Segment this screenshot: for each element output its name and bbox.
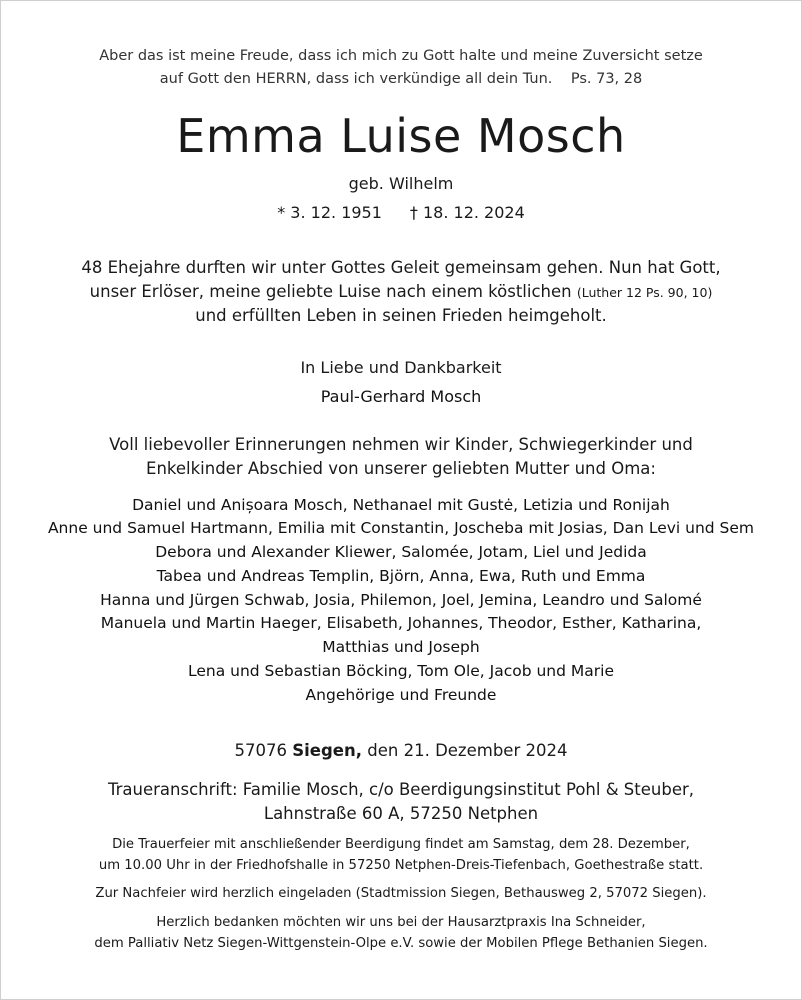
family-line: Tabea und Andreas Templin, Björn, Anna, Ewa, Ruth und Emma bbox=[156, 567, 646, 585]
city: Siegen, bbox=[292, 741, 363, 760]
message-line-2-text: unser Erlöser, meine geliebte Luise nach einem köstlichen bbox=[89, 282, 572, 301]
deceased-name: Emma Luise Mosch bbox=[176, 109, 626, 163]
funeral-notice-line-2: um 10.00 Uhr in der Friedhofshalle in 57250 Netphen-Dreis-Tiefenbach, Goethestraße statt. bbox=[98, 858, 704, 873]
bible-verse-reference: Ps. 73, 28 bbox=[570, 71, 643, 87]
thanks-line-1: Herzlich bedanken möchten wir uns bei der Hausarztpraxis Ina Schneider, bbox=[156, 915, 646, 930]
funeral-notice-line-1: Die Trauerfeier mit anschließender Beerdigung findet am Samstag, dem 28. Dezember, bbox=[112, 837, 690, 852]
address-line-1: Traueranschrift: Familie Mosch, c/o Beerdigungsinstitut Pohl & Steuber, bbox=[107, 780, 695, 799]
children-intro-line-1: Voll liebevoller Erinnerungen nehmen wir Kinder, Schwiegerkinder und bbox=[109, 435, 693, 454]
place-and-date bbox=[1, 741, 801, 760]
family-line: Lena und Sebastian Böcking, Tom Ole, Jacob und Marie bbox=[187, 662, 614, 680]
family-line: Angehörige und Freunde bbox=[305, 686, 497, 704]
family-line: Daniel und Anișoara Mosch, Nethanael mit Gustė, Letizia und Ronijah bbox=[132, 496, 670, 514]
bible-verse-line-2 bbox=[1, 71, 801, 87]
family-line: Manuela und Martin Haeger, Elisabeth, Johannes, Theodor, Esther, Katharina, bbox=[100, 614, 702, 632]
birth-date: * 3. 12. 1951 bbox=[277, 203, 382, 222]
spouse-name: Paul-Gerhard Mosch bbox=[320, 387, 482, 406]
thanks-line-2: dem Palliativ Netz Siegen-Wittgenstein-Olpe e.V. sowie der Mobilen Pflege Bethanien Siegen. bbox=[94, 936, 708, 951]
bible-verse-line-1: Aber das ist meine Freude, dass ich mich zu Gott halte und meine Zuversicht setze bbox=[99, 48, 703, 64]
death-date: † 18. 12. 2024 bbox=[409, 203, 525, 222]
postal-code: 57076 bbox=[234, 741, 288, 760]
date: den 21. Dezember 2024 bbox=[367, 741, 568, 760]
family-line: Anne und Samuel Hartmann, Emilia mit Constantin, Joscheba mit Josias, Dan Levi und Sem bbox=[47, 519, 755, 537]
bible-verse-text: auf Gott den HERRN, dass ich verkündige all dein Tun. bbox=[159, 71, 553, 87]
message-line-2-reference: (Luther 12 Ps. 90, 10) bbox=[576, 285, 713, 300]
life-dates bbox=[1, 203, 801, 222]
family-line: Matthias und Joseph bbox=[322, 638, 480, 656]
message-line-1: 48 Ehejahre durften wir unter Gottes Geleit gemeinsam gehen. Nun hat Gott, bbox=[81, 258, 721, 277]
spouse-intro: In Liebe und Dankbarkeit bbox=[300, 358, 502, 377]
reception-notice: Zur Nachfeier wird herzlich eingeladen (Stadtmission Siegen, Bethausweg 2, 57072 Siegen). bbox=[95, 886, 707, 901]
maiden-name: geb. Wilhelm bbox=[348, 174, 454, 193]
children-intro-line-2: Enkelkinder Abschied von unserer geliebten Mutter und Oma: bbox=[146, 459, 656, 478]
family-line: Debora und Alexander Kliewer, Salomée, Jotam, Liel und Jedida bbox=[155, 543, 647, 561]
address-line-2: Lahnstraße 60 A, 57250 Netphen bbox=[263, 804, 539, 823]
message-line-2 bbox=[1, 282, 801, 301]
family-line: Hanna und Jürgen Schwab, Josia, Philemon, Joel, Jemina, Leandro und Salomé bbox=[100, 591, 702, 609]
message-line-3: und erfüllten Leben in seinen Frieden heimgeholt. bbox=[195, 306, 607, 325]
